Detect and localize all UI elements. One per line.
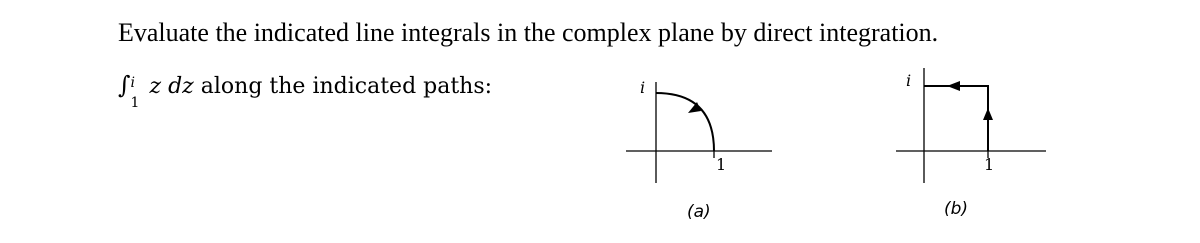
quarter-circle-path: [656, 93, 714, 151]
figure-a: [626, 78, 772, 222]
integral-text: along the indicated paths:: [200, 74, 493, 99]
left-arrow-icon: [947, 81, 960, 91]
problem-heading: Evaluate the indicated line integrals in the complex plane by direct integration.: [118, 18, 939, 47]
imaginary-label: i: [906, 71, 912, 90]
integrand: z dz: [149, 74, 194, 99]
caption: (a): [687, 202, 711, 222]
up-arrow-icon: [983, 108, 993, 120]
upper-limit: i: [130, 75, 135, 91]
rectangle-path: [924, 86, 988, 151]
caption: (b): [944, 199, 969, 219]
lower-limit: 1: [130, 95, 140, 111]
real-label: 1: [984, 155, 995, 174]
integral-sign: ∫: [118, 71, 131, 99]
figure-b: [896, 68, 1046, 219]
real-label: 1: [716, 155, 727, 174]
imaginary-label: i: [640, 78, 646, 97]
